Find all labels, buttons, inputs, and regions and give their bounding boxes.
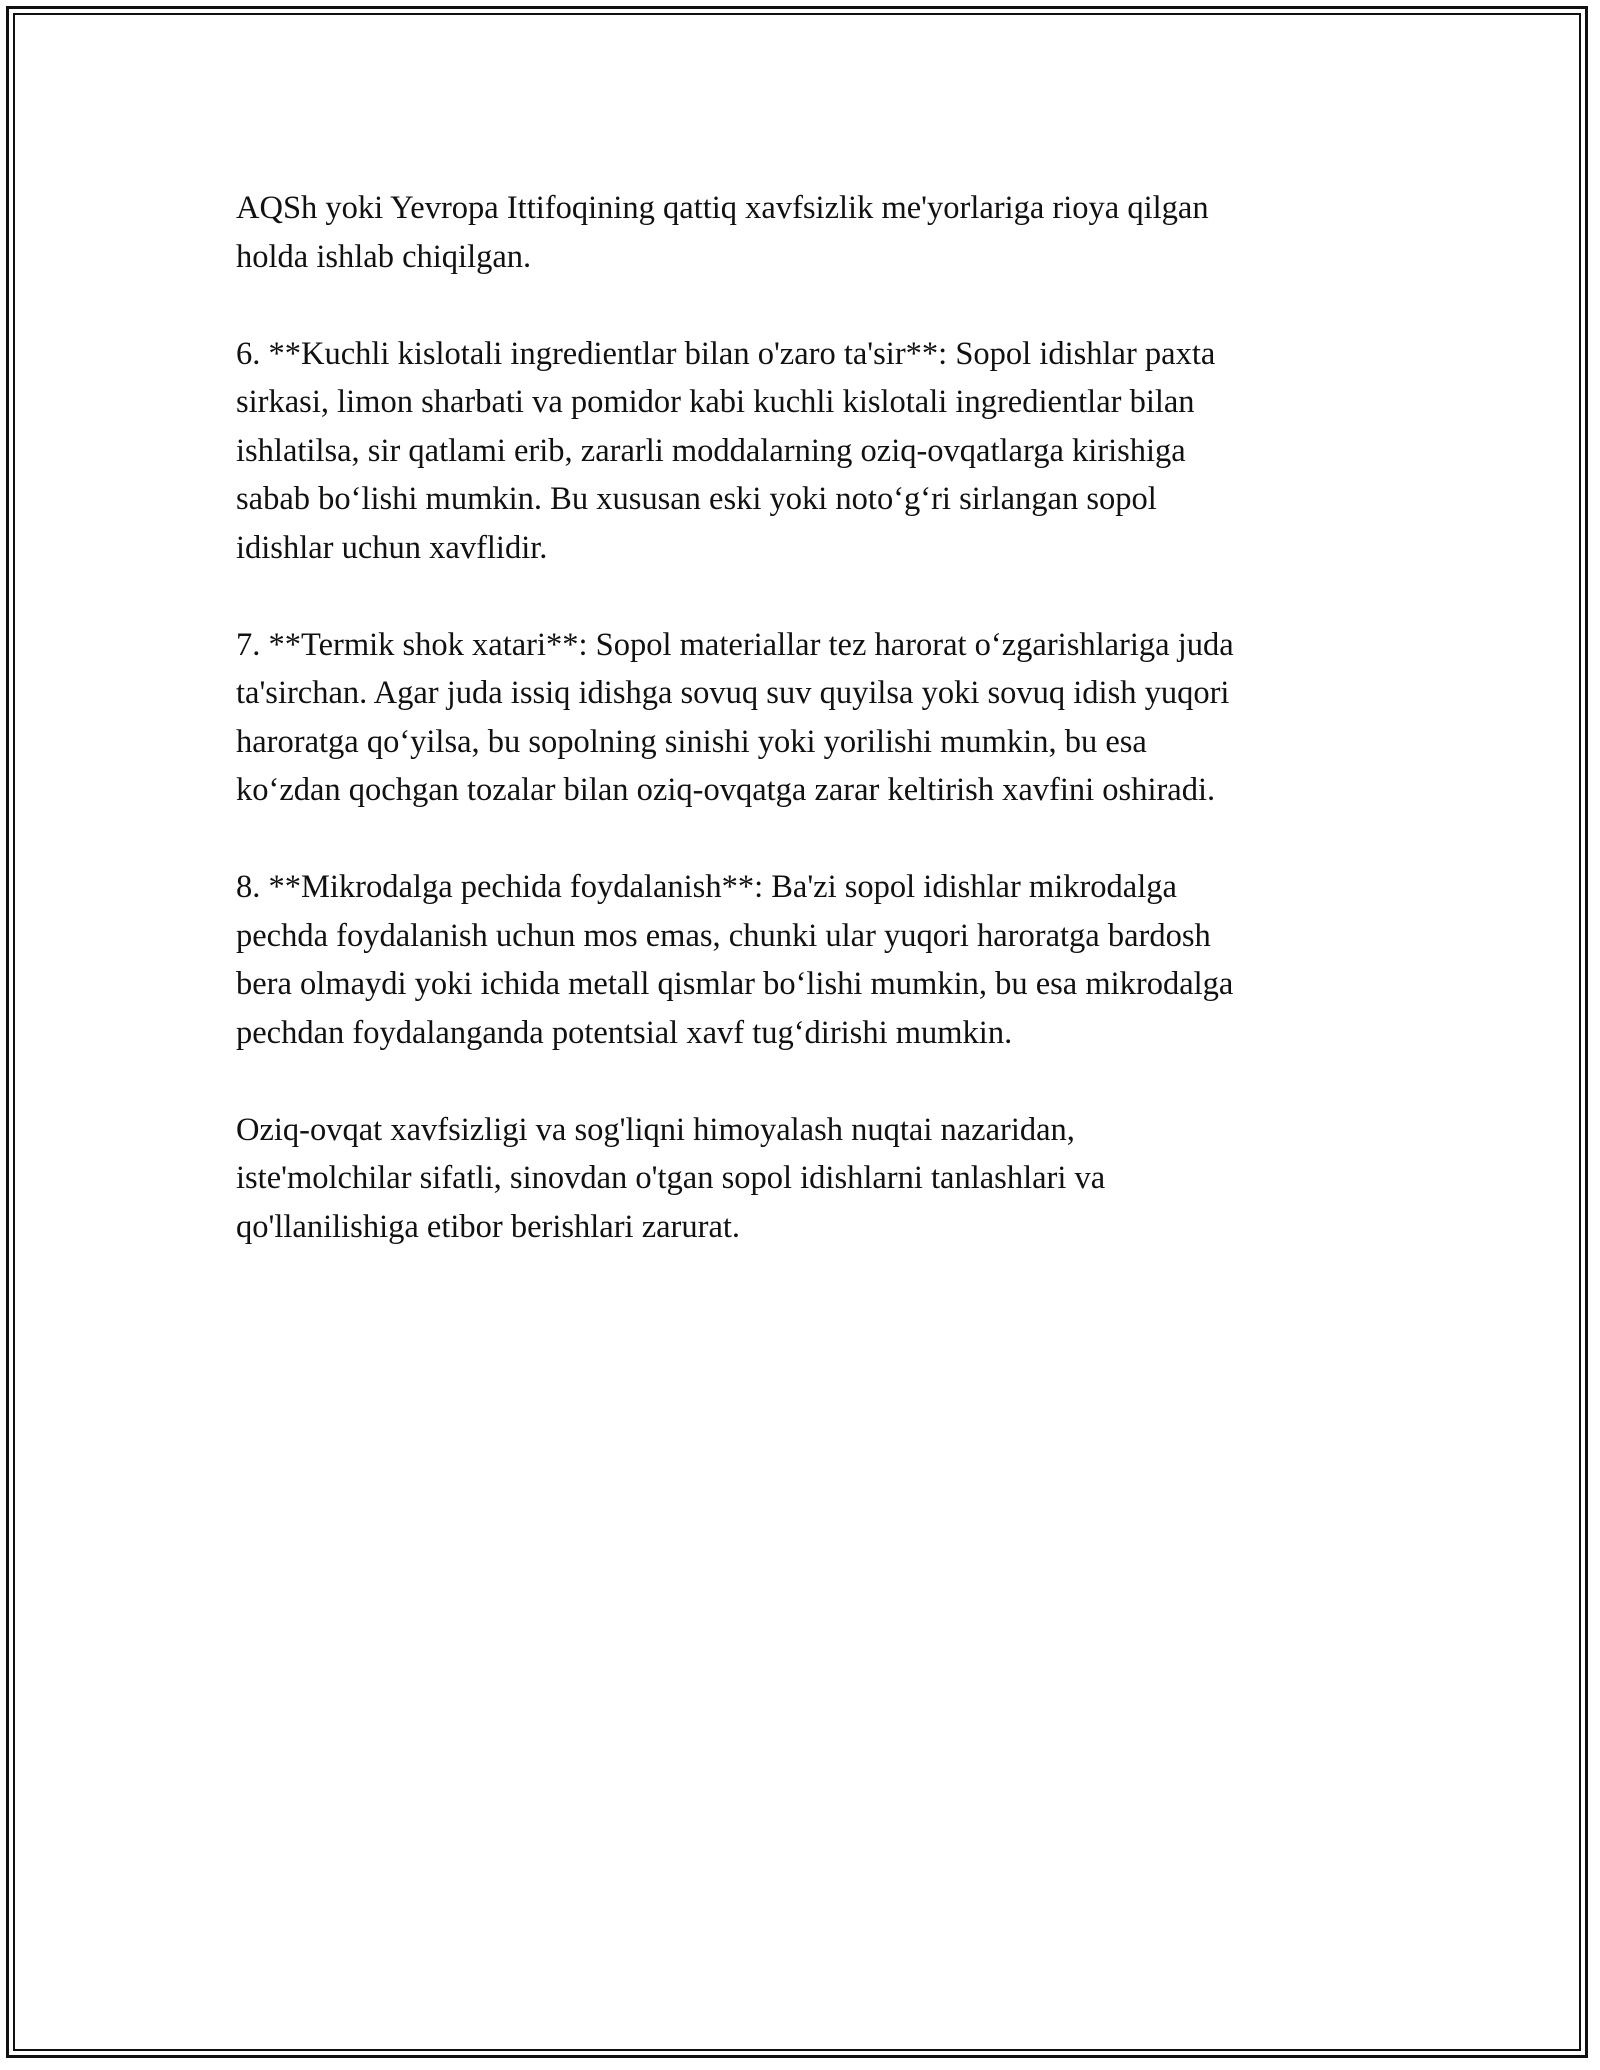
paragraph-item-6: 6. **Kuchli kislotali ingredientlar bilan o'zaro ta'sir**: Sopol idishlar paxta sirkasi, limon sharbati va pomidor kabi kuchli kislotali ingredientlar bilan ishlatilsa, sir qatlami erib, zararli moddalarning oziq-ovqatlarga kirishiga sabab bo‘lishi mumkin. Bu xususan eski yoki noto‘g‘ri sirlangan sopol idishlar uchun xavflidir. (236, 335, 1216, 566)
paragraph-item-8: 8. **Mikrodalga pechida foydalanish**: Ba'zi sopol idishlar mikrodalga pechda foydalanish uchun mos emas, chunki ular yuqori haroratga bardosh bera olmaydi yoki ichida metall qismlar bo‘lishi mumkin, bu esa mikrodalga pechdan foydalanganda potentsial xavf tug‘dirishi mumkin. (236, 869, 1234, 1051)
document-body (236, 184, 1376, 1300)
paragraph-conclusion: Oziq-ovqat xavfsizligi va sog'liqni himoyalash nuqtai nazaridan, iste'molchilar sifatli, sinovdan o'tgan sopol idishlarni tanlashlari va qo'llanilishiga etibor berishlari zarurat. (236, 1111, 1106, 1245)
paragraph-intro: AQSh yoki Yevropa Ittifoqining qattiq xavfsizlik me'yorlariga rioya qilgan holda ishlab chiqilgan. (236, 190, 1209, 275)
paragraph-item-7: 7. **Termik shok xatari**: Sopol materiallar tez harorat o‘zgarishlariga juda ta'sirchan. Agar juda issiq idishga sovuq suv quyilsa yoki sovuq idish yuqori haroratga qo‘yilsa, bu sopolning sinishi yoki yorilishi mumkin, bu esa ko‘zdan qochgan tozalar bilan oziq-ovqatga zarar keltirish xavfini oshiradi. (236, 626, 1234, 808)
